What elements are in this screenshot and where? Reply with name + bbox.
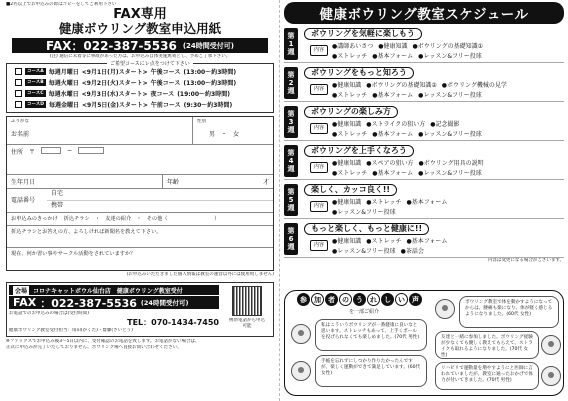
- age-unit: 才: [262, 179, 269, 186]
- tel-number[interactable]: TEL：070-1434-7450: [127, 318, 219, 327]
- venue-tag: 会場: [15, 287, 28, 295]
- fax-hours: (24時間受付可): [182, 41, 234, 50]
- week-number: 2: [288, 79, 294, 87]
- week-item: ●レッスン&フリー投球: [332, 209, 396, 216]
- copy-note: ■2名以上でお申込みの際はコピーをしてご利用下さい: [6, 2, 117, 7]
- week-content: [310, 197, 447, 216]
- week-content: [310, 236, 447, 255]
- week-prefix: 第: [287, 110, 295, 118]
- person-avatar-icon: [291, 324, 311, 344]
- week-item: ●ストレッチ: [332, 170, 368, 177]
- gender-cell[interactable]: [192, 117, 273, 144]
- week-item: ●健康知識: [332, 82, 362, 89]
- course-d-checkbox[interactable]: [15, 101, 22, 108]
- week-item: ●基本フォーム: [372, 53, 414, 60]
- week-title: ボウリングを上手くなろう: [304, 145, 414, 157]
- week-item: ●基本フォーム: [372, 170, 414, 177]
- week-item: ●ボウリングの基礎知識②: [366, 82, 437, 89]
- contact-fax-hours: (24時間受付可): [140, 299, 189, 307]
- week-row: [284, 25, 564, 63]
- gender-male[interactable]: 男: [209, 131, 216, 138]
- week-items-line: [332, 197, 447, 206]
- week-item: ●健康知識: [332, 199, 362, 206]
- week-prefix: 第: [287, 32, 295, 40]
- course-row-d[interactable]: [15, 99, 269, 110]
- course-start: <9月1日(月)スタート>: [81, 69, 148, 76]
- course-day: 毎週月曜日: [48, 69, 79, 76]
- contact-box: [6, 282, 274, 337]
- voice-bubble: リハビリで運動量を増やすようにと医師に言われていましたが、教室に通ったおかげで体力が付いてきました。(70代 男性): [435, 362, 539, 390]
- venue-name: コロナキャットボウル仙台店 健康ボウリング教室受付: [33, 287, 183, 295]
- person-avatar-icon: [291, 361, 311, 381]
- course-start: <9月3日(水)スタート>: [81, 91, 148, 98]
- course-day: 毎週火曜日: [48, 80, 79, 87]
- birth-label: 生年月日: [11, 179, 36, 186]
- form-title: FAX専用: [113, 7, 167, 22]
- week-content: [310, 119, 482, 138]
- source-label: お申込みのきっかけ: [11, 216, 58, 222]
- fax-number: FAX：022-387-5536: [46, 39, 177, 53]
- contact-fax-bar: [9, 296, 219, 309]
- week-items-line: [332, 51, 483, 60]
- week-item: ●講師あいさつ: [332, 43, 374, 50]
- week-number: 6: [288, 235, 294, 243]
- qr-caption: 携帯電話から申込可能: [229, 318, 265, 329]
- fold-line: [279, 0, 280, 401]
- leaflet-note: 折込チラシとお答えの方、よろしければ新聞名を教えて下さい。: [11, 229, 162, 235]
- week-items-line: [332, 90, 507, 99]
- week-label: [284, 28, 298, 60]
- course-slot: 午前コース: [150, 102, 181, 109]
- week-items-line: [332, 129, 482, 138]
- week-row: [284, 220, 564, 258]
- week-item: ●レッスン&フリー投球: [418, 131, 482, 138]
- course-row-c[interactable]: [15, 88, 269, 99]
- week-item: ●健康知識: [332, 160, 362, 167]
- week-item: ●基本フォーム: [406, 238, 448, 245]
- phone-row: [7, 189, 273, 213]
- course-row-a[interactable]: [15, 66, 269, 77]
- furigana-label: ふりがな: [11, 119, 29, 124]
- week-items-line: [332, 246, 447, 255]
- schedule-panel: [284, 2, 564, 398]
- week-title: ボウリングをもっと知ろう: [304, 67, 414, 79]
- qr-area: [221, 283, 273, 336]
- week-item: ●レッスン&フリー投球: [418, 53, 482, 60]
- week-row: [284, 181, 564, 219]
- course-tag: コースC: [27, 91, 44, 96]
- phone-label: 電話番号: [11, 197, 36, 204]
- course-time: (13:00〜約3時間): [183, 69, 237, 76]
- birth-cell[interactable]: [7, 175, 162, 188]
- week-item: ●ストレッチ: [332, 92, 368, 99]
- week-item: ●基本フォーム: [406, 199, 448, 206]
- week-item: ●レッスン&フリー投球: [418, 170, 482, 177]
- age-label: 年齢: [167, 179, 180, 186]
- schedule-title: 健康ボウリング教室スケジュール: [284, 2, 564, 24]
- tel-note: 健康ボウリング教室受付担当：角田(かくた)・齋藤(さいとう): [9, 328, 133, 333]
- week-label: [284, 184, 298, 216]
- week-item: ●茶話会: [400, 248, 424, 255]
- age-cell[interactable]: [162, 175, 273, 188]
- bottom-note-1: ※ファックスでお申込み後3〜5日以内に、受付確認のお電話を致します。お電話がない場合は、: [6, 339, 200, 344]
- person-avatar-icon: [541, 335, 561, 355]
- privacy-note: (注) 通信に未着等に事故があった方は、お申込み自体実施無効とし、予めご了承下さい。: [49, 54, 231, 59]
- week-item: ●ボウリング機械の見学: [441, 82, 507, 89]
- week-items-line: [332, 207, 447, 216]
- voice-char: 声: [409, 293, 422, 306]
- week-items-line: [332, 168, 484, 177]
- week-number: 4: [288, 157, 294, 165]
- voice-bubble: 手帳を忘れずにしつかり作りたかったんですが、楽しく運動ができて満足しています。(60代 女性): [315, 355, 427, 387]
- voice-char: の: [339, 293, 352, 306]
- course-selection: [6, 63, 274, 113]
- week-suffix: 週: [287, 87, 295, 95]
- week-item: ●レッスン&フリー投球: [418, 92, 482, 99]
- course-time: (9:30〜約3時間): [183, 102, 233, 109]
- week-item: ●レッスン&フリー投球: [332, 248, 396, 255]
- gender-label: 性別: [197, 119, 206, 124]
- contact-fax-tag: FAX: [13, 296, 37, 309]
- week-suffix: 週: [287, 48, 295, 56]
- week-item: ●健康知識: [332, 238, 362, 245]
- person-avatar-icon: [435, 299, 455, 319]
- week-items-line: [332, 80, 507, 89]
- voices-subtitle: を一部ご紹介: [349, 309, 380, 315]
- week-suffix: 週: [287, 204, 295, 212]
- voice-char: し: [381, 293, 394, 306]
- course-time: (13:00〜約3時間): [183, 80, 237, 87]
- voice-bubble: ボウリング教室で体を動かすようになってからは、腰痛も楽になり、体が軽く感じるようになりました。(60代 女性): [459, 296, 559, 328]
- week-item: ●ストレッチ: [332, 131, 368, 138]
- gender-dot: ・: [221, 131, 228, 138]
- week-item: ●ストレッチ: [366, 238, 402, 245]
- week-title: ボウリングを気軽に楽しもう: [304, 28, 422, 40]
- content-tag: 内容: [310, 201, 328, 212]
- voice-char: い: [395, 293, 408, 306]
- name-label: お名前: [11, 131, 30, 138]
- week-item: ●ストライクの狙い方: [366, 121, 426, 128]
- week-title: ボウリングの楽しみ方: [304, 106, 398, 118]
- voices-box: [284, 290, 564, 396]
- week-item: ●健康知識: [332, 121, 362, 128]
- week-prefix: 第: [287, 149, 295, 157]
- course-b-checkbox[interactable]: [15, 79, 22, 86]
- applicant-form: [6, 116, 274, 271]
- course-tag: コースB: [27, 80, 44, 85]
- week-item: ●健康知識: [378, 43, 408, 50]
- birth-row: [7, 175, 273, 189]
- application-form: [6, 2, 274, 398]
- voice-char: 者: [325, 293, 338, 306]
- phone-home[interactable]: 自宅: [47, 189, 273, 201]
- course-caption: ご希望コースにレ点をつけて下さい: [107, 60, 193, 67]
- week-label: [284, 223, 298, 255]
- voices-title: [297, 293, 422, 306]
- week-label: [284, 145, 298, 177]
- week-list: [284, 25, 564, 258]
- week-items-line: [332, 158, 484, 167]
- leaflet-row[interactable]: [7, 226, 273, 248]
- week-content: [310, 80, 507, 99]
- week-label: [284, 67, 298, 99]
- week-label: [284, 106, 298, 138]
- week-items-line: [332, 119, 482, 128]
- week-prefix: 第: [287, 227, 295, 235]
- address-label: 住所: [11, 149, 24, 156]
- week-prefix: 第: [287, 71, 295, 79]
- content-tag: 内容: [310, 162, 328, 173]
- week-item: ●ストレッチ: [366, 199, 402, 206]
- privacy-footer: (お申込みいただきました個人情報は教室の運営以外には使用致しません): [126, 272, 274, 277]
- content-tag: 内容: [310, 84, 328, 95]
- content-tag: 内容: [310, 240, 328, 251]
- voice-char: 参: [297, 293, 310, 306]
- week-content: [310, 158, 484, 177]
- voice-bubble: 友達と一緒に参加しました。ボウリング経験が少なくても優しく教えてもらえて、ストライクも取れるようになりました。(70代 女性): [435, 331, 539, 359]
- person-avatar-icon: [541, 366, 561, 386]
- week-prefix: 第: [287, 188, 295, 196]
- voice-char: 加: [311, 293, 324, 306]
- week-suffix: 週: [287, 126, 295, 134]
- week-item: ●記念撮影: [430, 121, 460, 128]
- content-tag: 内容: [310, 45, 328, 56]
- week-number: 1: [288, 40, 294, 48]
- gender-female[interactable]: 女: [233, 131, 240, 138]
- postal-dash: −: [67, 147, 73, 154]
- week-items-line: [332, 41, 483, 50]
- form-subtitle: 健康ボウリング教室申込用紙: [58, 21, 222, 36]
- venue-bar: [9, 285, 219, 295]
- course-time: (19:00〜約3時間): [177, 91, 230, 98]
- address-row[interactable]: [7, 145, 273, 175]
- week-number: 3: [288, 118, 294, 126]
- course-row-b[interactable]: [15, 77, 269, 88]
- source-row: [7, 213, 273, 226]
- course-slot: 午後コース: [150, 80, 181, 87]
- week-item: ●ストレッチ: [332, 53, 368, 60]
- week-title: もっと楽しく、もっと健康に!!: [304, 223, 429, 235]
- postal-field-2[interactable]: [78, 147, 104, 154]
- week-content: [310, 41, 483, 60]
- contact-fax: ：022-387-5536: [40, 296, 137, 310]
- course-start: <9月5日(金)スタート>: [82, 102, 148, 109]
- source-options[interactable]: 折込チラシ ・ 友達の紹介 ・ その他（ ）: [63, 216, 220, 222]
- voice-char: う: [353, 293, 366, 306]
- week-item: ●基本フォーム: [372, 92, 414, 99]
- postal-mark: 〒: [29, 149, 36, 156]
- schedule-note: 内容は変更になる場合がございます。: [487, 258, 564, 263]
- content-tag: 内容: [310, 123, 328, 134]
- course-c-checkbox[interactable]: [15, 90, 22, 97]
- course-start: <9月2日(火)スタート>: [81, 80, 148, 87]
- circle-note: 現在、何か習い事やサークル活動をされていますか？: [11, 251, 136, 257]
- name-row: [7, 117, 273, 145]
- qr-code-icon[interactable]: [232, 286, 262, 316]
- week-row: [284, 64, 564, 102]
- course-day: 毎週水曜日: [48, 91, 79, 98]
- name-cell[interactable]: [7, 117, 192, 144]
- week-number: 5: [288, 196, 294, 204]
- course-a-checkbox[interactable]: [15, 68, 22, 75]
- week-item: ●スペアの狙い方: [366, 160, 414, 167]
- circle-row[interactable]: [7, 248, 273, 270]
- tel-intro: お電話でのお申込みの場合は(受付時間): [9, 311, 90, 316]
- course-tag: コースD: [27, 102, 45, 107]
- voice-char: れ: [367, 293, 380, 306]
- phone-mobile[interactable]: 携帯: [51, 201, 64, 209]
- week-title: 楽しく、カッコ良く!!: [304, 184, 397, 196]
- bottom-note-2: 正式に申込みが完了いたしておりません。ボウリング場へ直接お問い合わせください。: [6, 345, 182, 350]
- week-row: [284, 103, 564, 141]
- course-day: 毎週金曜日: [49, 102, 80, 109]
- postal-field-1[interactable]: [41, 147, 61, 154]
- week-row: [284, 142, 564, 180]
- week-item: ●ボウリングの基礎知識①: [412, 43, 484, 50]
- week-item: ●ボウリング用具の説明: [418, 160, 484, 167]
- course-tag: コースA: [27, 69, 44, 74]
- voice-bubble: 私はこういうボウリングが一番健康に良いなと思います。ストレッチもあって、上手くボールを投げられなくても楽しめました。(70代 男性): [315, 319, 427, 351]
- course-slot: 午後コース: [150, 69, 181, 76]
- course-slot: 夜コース: [150, 91, 175, 98]
- week-suffix: 週: [287, 165, 295, 173]
- week-item: ●基本フォーム: [372, 131, 414, 138]
- week-suffix: 週: [287, 243, 295, 251]
- fax-number-bar: [12, 38, 268, 53]
- week-items-line: [332, 236, 447, 245]
